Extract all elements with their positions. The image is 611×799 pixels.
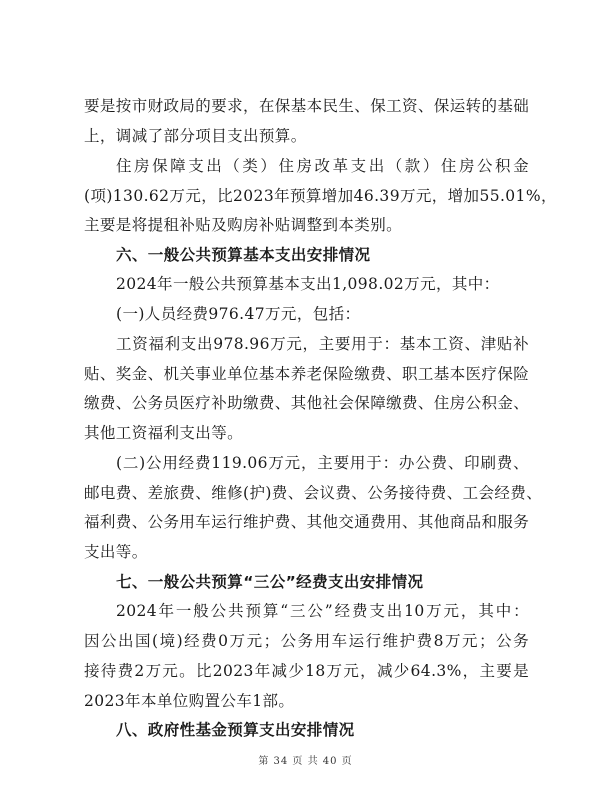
paragraph-line: 缴费、公务员医疗补助缴费、其他社会保障缴费、住房公积金、 [84,394,530,412]
paragraph-line: 住房保障支出（类）住房改革支出（款）住房公积金 [116,157,529,175]
paragraph-line: (项)130.62万元，比2023年预算增加46.39万元，增加55.01%， [84,187,557,205]
paragraph-line: 2024年一般公共预算“三公”经费支出10万元，其中： [116,602,529,620]
paragraph-line: 主要是将提租补贴及购房补贴调整到本类别。 [84,216,403,234]
section-heading-8: 八、政府性基金预算支出安排情况 [116,721,355,739]
paragraph-line: 上，调减了部分项目支出预算。 [84,127,307,145]
section-heading-7: 七、一般公共预算“三公”经费支出安排情况 [116,573,424,591]
paragraph-line: (二)公用经费119.06万元，主要用于：办公费、印刷费、 [116,454,529,472]
paragraph-line: 邮电费、差旅费、维修(护)费、会议费、公务接待费、工会经费、 [84,484,543,502]
paragraph-line: (一)人员经费976.47万元，包括： [116,305,361,323]
page-number-footer: 第 34 页 共 40 页 [258,756,353,767]
paragraph-line: 工资福利支出978.96万元，主要用于：基本工资、津贴补 [116,335,529,353]
paragraph-line: 接待费2万元。比2023年减少18万元，减少64.3%，主要是 [84,662,529,680]
paragraph-line: 贴、奖金、机关事业单位基本养老保险缴费、职工基本医疗保险 [84,365,530,383]
paragraph-line: 福利费、公务用车运行维护费、其他交通费用、其他商品和服务 [84,513,530,531]
paragraph-line: 因公出国(境)经费0万元；公务用车运行维护费8万元；公务 [84,632,529,650]
paragraph-line: 要是按市财政局的要求，在保基本民生、保工资、保运转的基础 [84,97,530,115]
section-heading-6: 六、一般公共预算基本支出安排情况 [116,246,371,264]
paragraph-line: 其他工资福利支出等。 [84,424,244,442]
paragraph-line: 支出等。 [84,543,148,561]
paragraph-line: 2023年本单位购置公车1部。 [84,692,295,710]
paragraph-line: 2024年一般公共预算基本支出1,098.02万元，其中： [116,275,500,293]
